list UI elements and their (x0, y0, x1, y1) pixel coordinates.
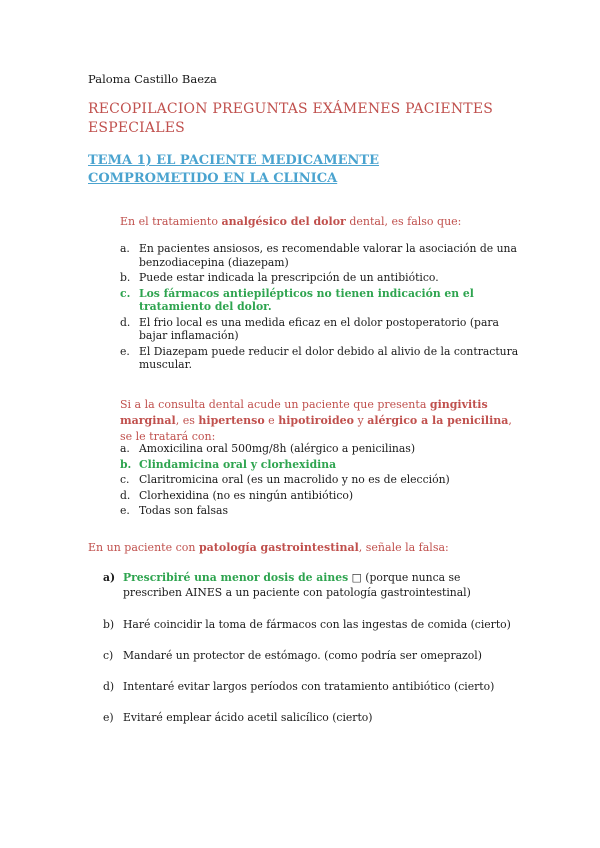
question-3 (88, 540, 449, 556)
list-item (120, 271, 520, 285)
option-text: Los fármacos antiepilépticos no tienen indicación en el tratamiento del dolor. (139, 286, 474, 313)
option-letter: c. (120, 473, 130, 486)
option-text: Intentaré evitar largos períodos con tratamiento antibiótico (cierto) (123, 680, 495, 693)
option-letter: b) (103, 618, 115, 631)
option-letter: a) (103, 571, 116, 584)
author-name: Paloma Castillo Baeza (88, 72, 217, 86)
list-item-correct (103, 570, 513, 600)
question-1 (120, 214, 461, 230)
list-item (120, 242, 520, 269)
option-letter: e. (120, 504, 130, 517)
question-2-text: , es (175, 414, 199, 427)
question-1-post: dental, es falso que: (345, 215, 462, 228)
question-2-bold: alérgico a la penicilina (367, 414, 509, 427)
option-text: En pacientes ansiosos, es recomendable valorar la asociación de una benzodiacepina (diazepam) (139, 242, 517, 269)
question-1-pre: En el tratamiento (120, 215, 222, 228)
topic-heading: TEMA 1) EL PACIENTE MEDICAMENTE COMPROMETIDO EN LA CLINICA (88, 153, 379, 186)
option-letter: b. (120, 457, 132, 471)
list-item (120, 489, 520, 503)
option-letter: e) (103, 711, 114, 724)
option-text: □ (porque nunca se prescriben AINES a un paciente con patología gastrointestinal) (123, 571, 471, 599)
list-item (120, 504, 520, 518)
option-letter: e. (120, 344, 130, 358)
question-3-option-c (103, 648, 513, 663)
question-2-bold: hipertenso (198, 414, 265, 427)
list-item (103, 679, 513, 694)
question-1-bold: analgésico del dolor (221, 215, 346, 228)
list-item (120, 316, 520, 343)
question-2-bold: gingivitis marginal (120, 398, 488, 427)
list-item-correct (120, 458, 520, 472)
question-3-option-b (103, 617, 513, 632)
question-3-post: , señale la falsa: (358, 541, 449, 554)
question-2-text: e (264, 414, 279, 427)
question-2-options (120, 442, 520, 520)
question-2-text: , se le tratará con: (120, 414, 512, 443)
option-text: Evitaré emplear ácido acetil salicílico (cierto) (123, 711, 373, 724)
list-item-correct (120, 287, 520, 314)
question-2-text: Si a la consulta dental acude un paciente que presenta (120, 398, 430, 411)
option-text: El frio local es una medida eficaz en el dolor postoperatorio (para bajar inflamación) (139, 315, 499, 342)
option-text: Puede estar indicada la prescripción de un antibiótico. (139, 271, 439, 284)
option-letter: d. (120, 488, 131, 502)
option-letter: c. (120, 286, 131, 300)
list-item (103, 710, 513, 725)
option-text: Todas son falsas (139, 504, 229, 517)
question-3-pre: En un paciente con (88, 541, 199, 554)
question-2-text: y (354, 414, 368, 427)
question-3-option-e (103, 710, 513, 725)
list-item (103, 648, 513, 663)
option-text-bold: Prescribiré una menor dosis de aines (123, 571, 349, 584)
question-2 (120, 397, 525, 445)
option-letter: d. (120, 315, 131, 329)
option-text: Mandaré un protector de estómago. (como podría ser omeprazol) (123, 649, 482, 662)
list-item (120, 442, 520, 456)
option-text: Clindamicina oral y clorhexidina (139, 457, 337, 471)
list-item (120, 473, 520, 487)
list-item (120, 345, 520, 372)
option-text: Clorhexidina (no es ningún antibiótico) (139, 488, 354, 502)
question-3-option-a (103, 570, 513, 600)
option-letter: d) (103, 680, 115, 693)
list-item (103, 617, 513, 632)
option-text: El Diazepam puede reducir el dolor debido al alivio de la contractura muscular. (139, 344, 519, 371)
question-2-bold: hipotiroideo (278, 414, 355, 427)
option-letter: b. (120, 271, 131, 284)
option-text: Amoxicilina oral 500mg/8h (alérgico a penicilinas) (139, 442, 416, 455)
question-3-bold: patología gastrointestinal (198, 541, 359, 554)
document-title: RECOPILACION PREGUNTAS EXÁMENES PACIENTES ESPECIALES (88, 101, 494, 136)
question-1-options (120, 242, 520, 374)
question-3-option-d (103, 679, 513, 694)
option-letter: a. (120, 442, 130, 455)
option-letter: a. (120, 242, 130, 255)
option-letter: c) (103, 649, 114, 662)
option-text: Claritromicina oral (es un macrolido y no es de elección) (139, 473, 450, 486)
option-text: Haré coincidir la toma de fármacos con las ingestas de comida (cierto) (123, 618, 511, 631)
